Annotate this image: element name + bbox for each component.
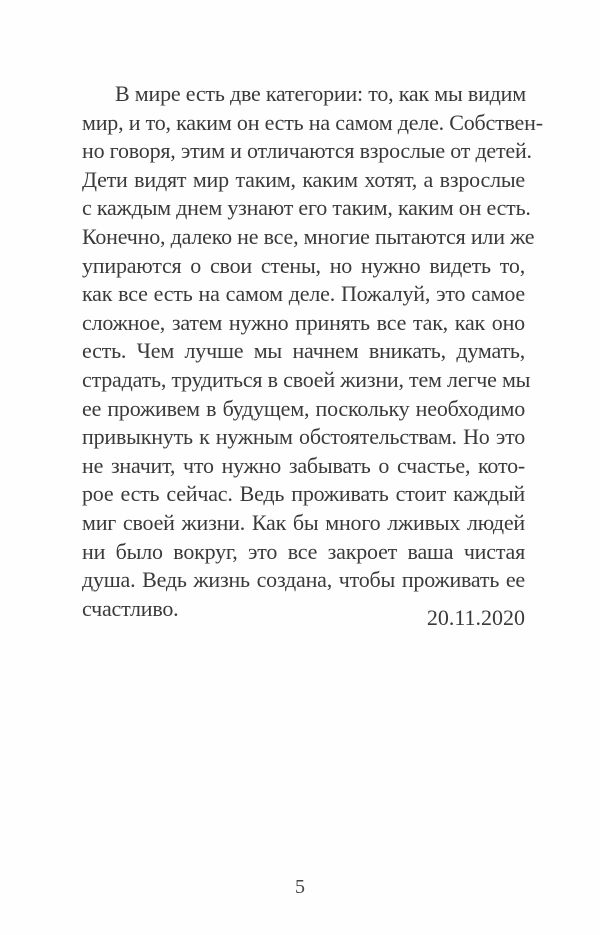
text-line: но говоря, этим и отличаются взрослые от детей. [82,138,532,164]
text-line: Дети видят мир таким, каким хотят, а взрослые [82,166,525,192]
text-line: не значит, что нужно забывать о счастье, кото- [82,452,525,478]
text-line: есть. Чем лучше мы начнем вникать, думать, [82,338,525,364]
text-line: счастливо. [82,595,179,621]
text-line: В мире есть две категории: то, как мы видим [115,81,526,106]
text-line: сложное, затем нужно принять все так, как оно [82,309,525,335]
text-line: ее проживем в будущем, поскольку необходимо [82,395,525,421]
paragraph [82,80,543,623]
page-number: 5 [295,876,305,898]
text-line: душа. Ведь жизнь создана, чтобы проживать ее [82,567,525,593]
text-line: упираются о свои стены, но нужно видеть то, [82,252,525,278]
text-line: страдать, трудиться в своей жизни, тем легче мы [82,366,531,392]
text-line: с каждым днем узнают его таким, каким он есть. [82,195,531,221]
text-line: Конечно, далеко не все, многие пытаются или же [82,223,535,249]
text-line: как все есть на самом деле. Пожалуй, это самое [82,281,525,307]
text-line: привыкнуть к нужным обстоятельствам. Но это [82,424,525,450]
text-line: ни было вокруг, это все закроет ваша чистая [82,538,525,564]
date-signature: 20.11.2020 [426,605,525,630]
text-line: мир, и то, каким он есть на самом деле. Собствен- [82,109,543,135]
text-line: миг своей жизни. Как бы много лживых людей [82,509,525,535]
text-line: рое есть сейчас. Ведь проживать стоит каждый [82,481,525,507]
